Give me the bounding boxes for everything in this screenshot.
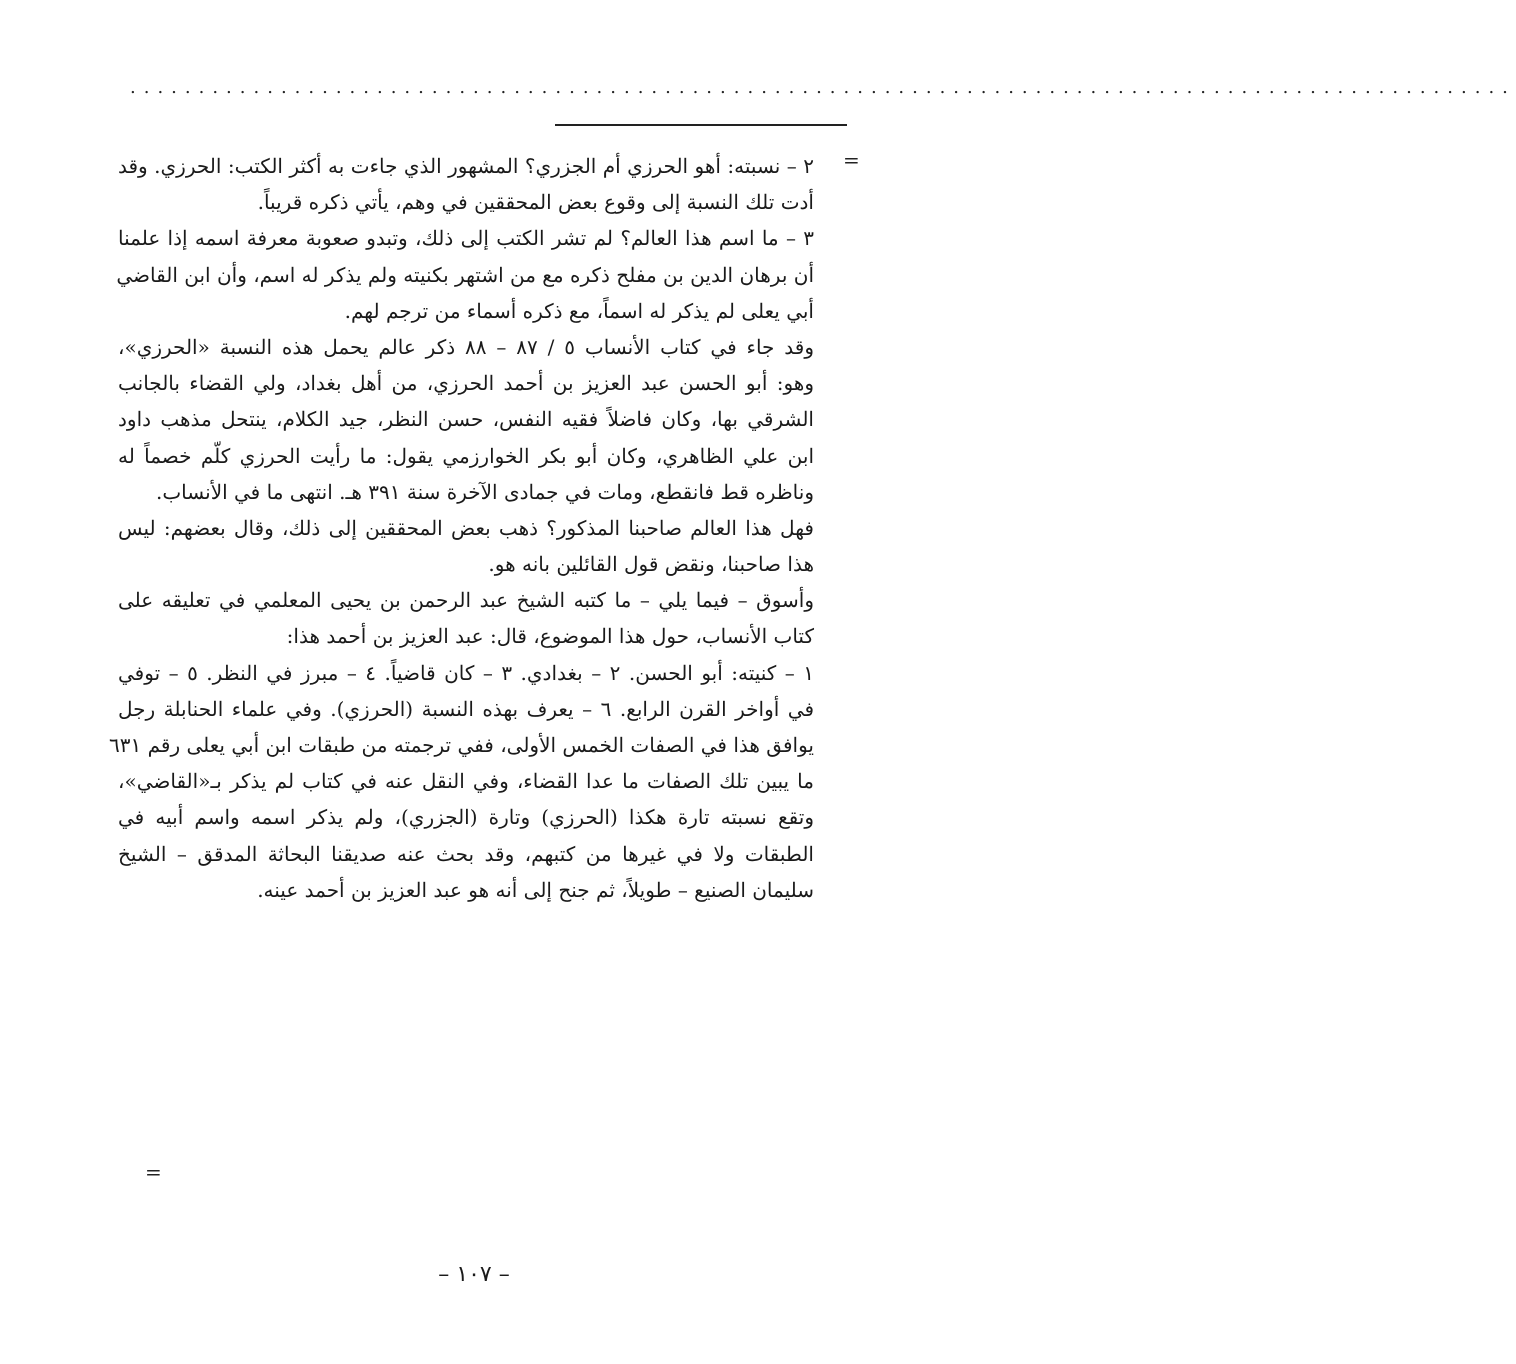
text-line: سليمان الصنيع – طويلاً، ثم جنح إلى أنه هو عبد العزيز بن أحمد عينه.: [257, 877, 814, 902]
footnote-continues-marker: =: [145, 1160, 162, 1184]
text-line: أدت تلك النسبة إلى وقوع بعض المحققين في وهم، يأتي ذكره قريباً.: [257, 190, 814, 215]
text-line: وتقع نسبته تارة هكذا (الحرزي) وتارة (الجزري)، ولم يذكر اسمه واسم أبيه في: [118, 805, 814, 830]
footnote-text-block: [109, 148, 815, 908]
header-dotted-line: .....................................................................................................: [130, 77, 1516, 98]
text-line: وهو: أبو الحسن عبد العزيز بن أحمد الحرزي، من أهل بغداد، ولي القضاء بالجانب: [118, 371, 814, 396]
text-line: أبي يعلى لم يذكر له اسماً، مع ذكره أسماء من ترجم لهم.: [344, 298, 814, 323]
text-line: ٣ – ما اسم هذا العالم؟ لم تشر الكتب إلى ذلك، وتبدو صعوبة معرفة اسمه إذا علمنا: [118, 226, 814, 251]
text-line: الطبقات ولا في غيرها من كتبهم، وقد بحث عنه صديقنا البحاثة المدقق – الشيخ: [118, 841, 814, 866]
text-line: ١ – كنيته: أبو الحسن. ٢ – بغدادي. ٣ – كان قاضياً. ٤ – مبرز في النظر. ٥ – توفي: [118, 660, 814, 685]
text-line: في أواخر القرن الرابع. ٦ – يعرف بهذه النسبة (الحرزي). وفي علماء الحنابلة رجل: [118, 696, 815, 721]
text-line: كتاب الأنساب، حول هذا الموضوع، قال: عبد العزيز بن أحمد هذا:: [286, 624, 814, 649]
text-line: أن برهان الدين بن مفلح ذكره مع من اشتهر بكنيته ولم يذكر له اسم، وأن ابن القاضي: [116, 262, 814, 287]
footnote-separator-rule: [555, 124, 847, 126]
text-line: ما يبين تلك الصفات ما عدا القضاء، وفي النقل عنه في كتاب لم يذكر بـ«القاضي»،: [118, 769, 814, 794]
text-line: وناظره قط فانقطع، ومات في جمادى الآخرة سنة ٣٩١ هـ. انتهى ما في الأنساب.: [156, 479, 814, 504]
text-line: يوافق هذا في الصفات الخمس الأولى، ففي ترجمته من طبقات ابن أبي يعلى رقم ٦٣١: [109, 733, 814, 757]
text-line: ٢ – نسبته: أهو الحرزي أم الجزري؟ المشهور الذي جاءت به أكثر الكتب: الحرزي. وقد: [118, 154, 814, 178]
text-line: فهل هذا العالم صاحبنا المذكور؟ ذهب بعض المحققين إلى ذلك، وقال بعضهم: ليس: [118, 515, 814, 540]
text-line: الشرقي بها، وكان فاضلاً فقيه النفس، حسن النظر، جيد الكلام، ينتحل مذهب داود: [118, 407, 814, 432]
text-line: ابن علي الظاهري، وكان أبو بكر الخوارزمي يقول: ما رأيت الحرزي كلّم خصماً له: [118, 443, 814, 468]
text-line: وأسوق – فيما يلي – ما كتبه الشيخ عبد الرحمن بن يحيى المعلمي في تعليقه على: [118, 588, 814, 613]
footnote-continued-marker: =: [843, 148, 860, 172]
text-line: وقد جاء في كتاب الأنساب ٥ / ٨٧ – ٨٨ ذكر عالم يحمل هذه النسبة «الحرزي»،: [118, 334, 815, 359]
page-number: – ١٠٧ –: [438, 1262, 510, 1287]
text-line: هذا صاحبنا، ونقض قول القائلين بانه هو.: [488, 552, 814, 577]
